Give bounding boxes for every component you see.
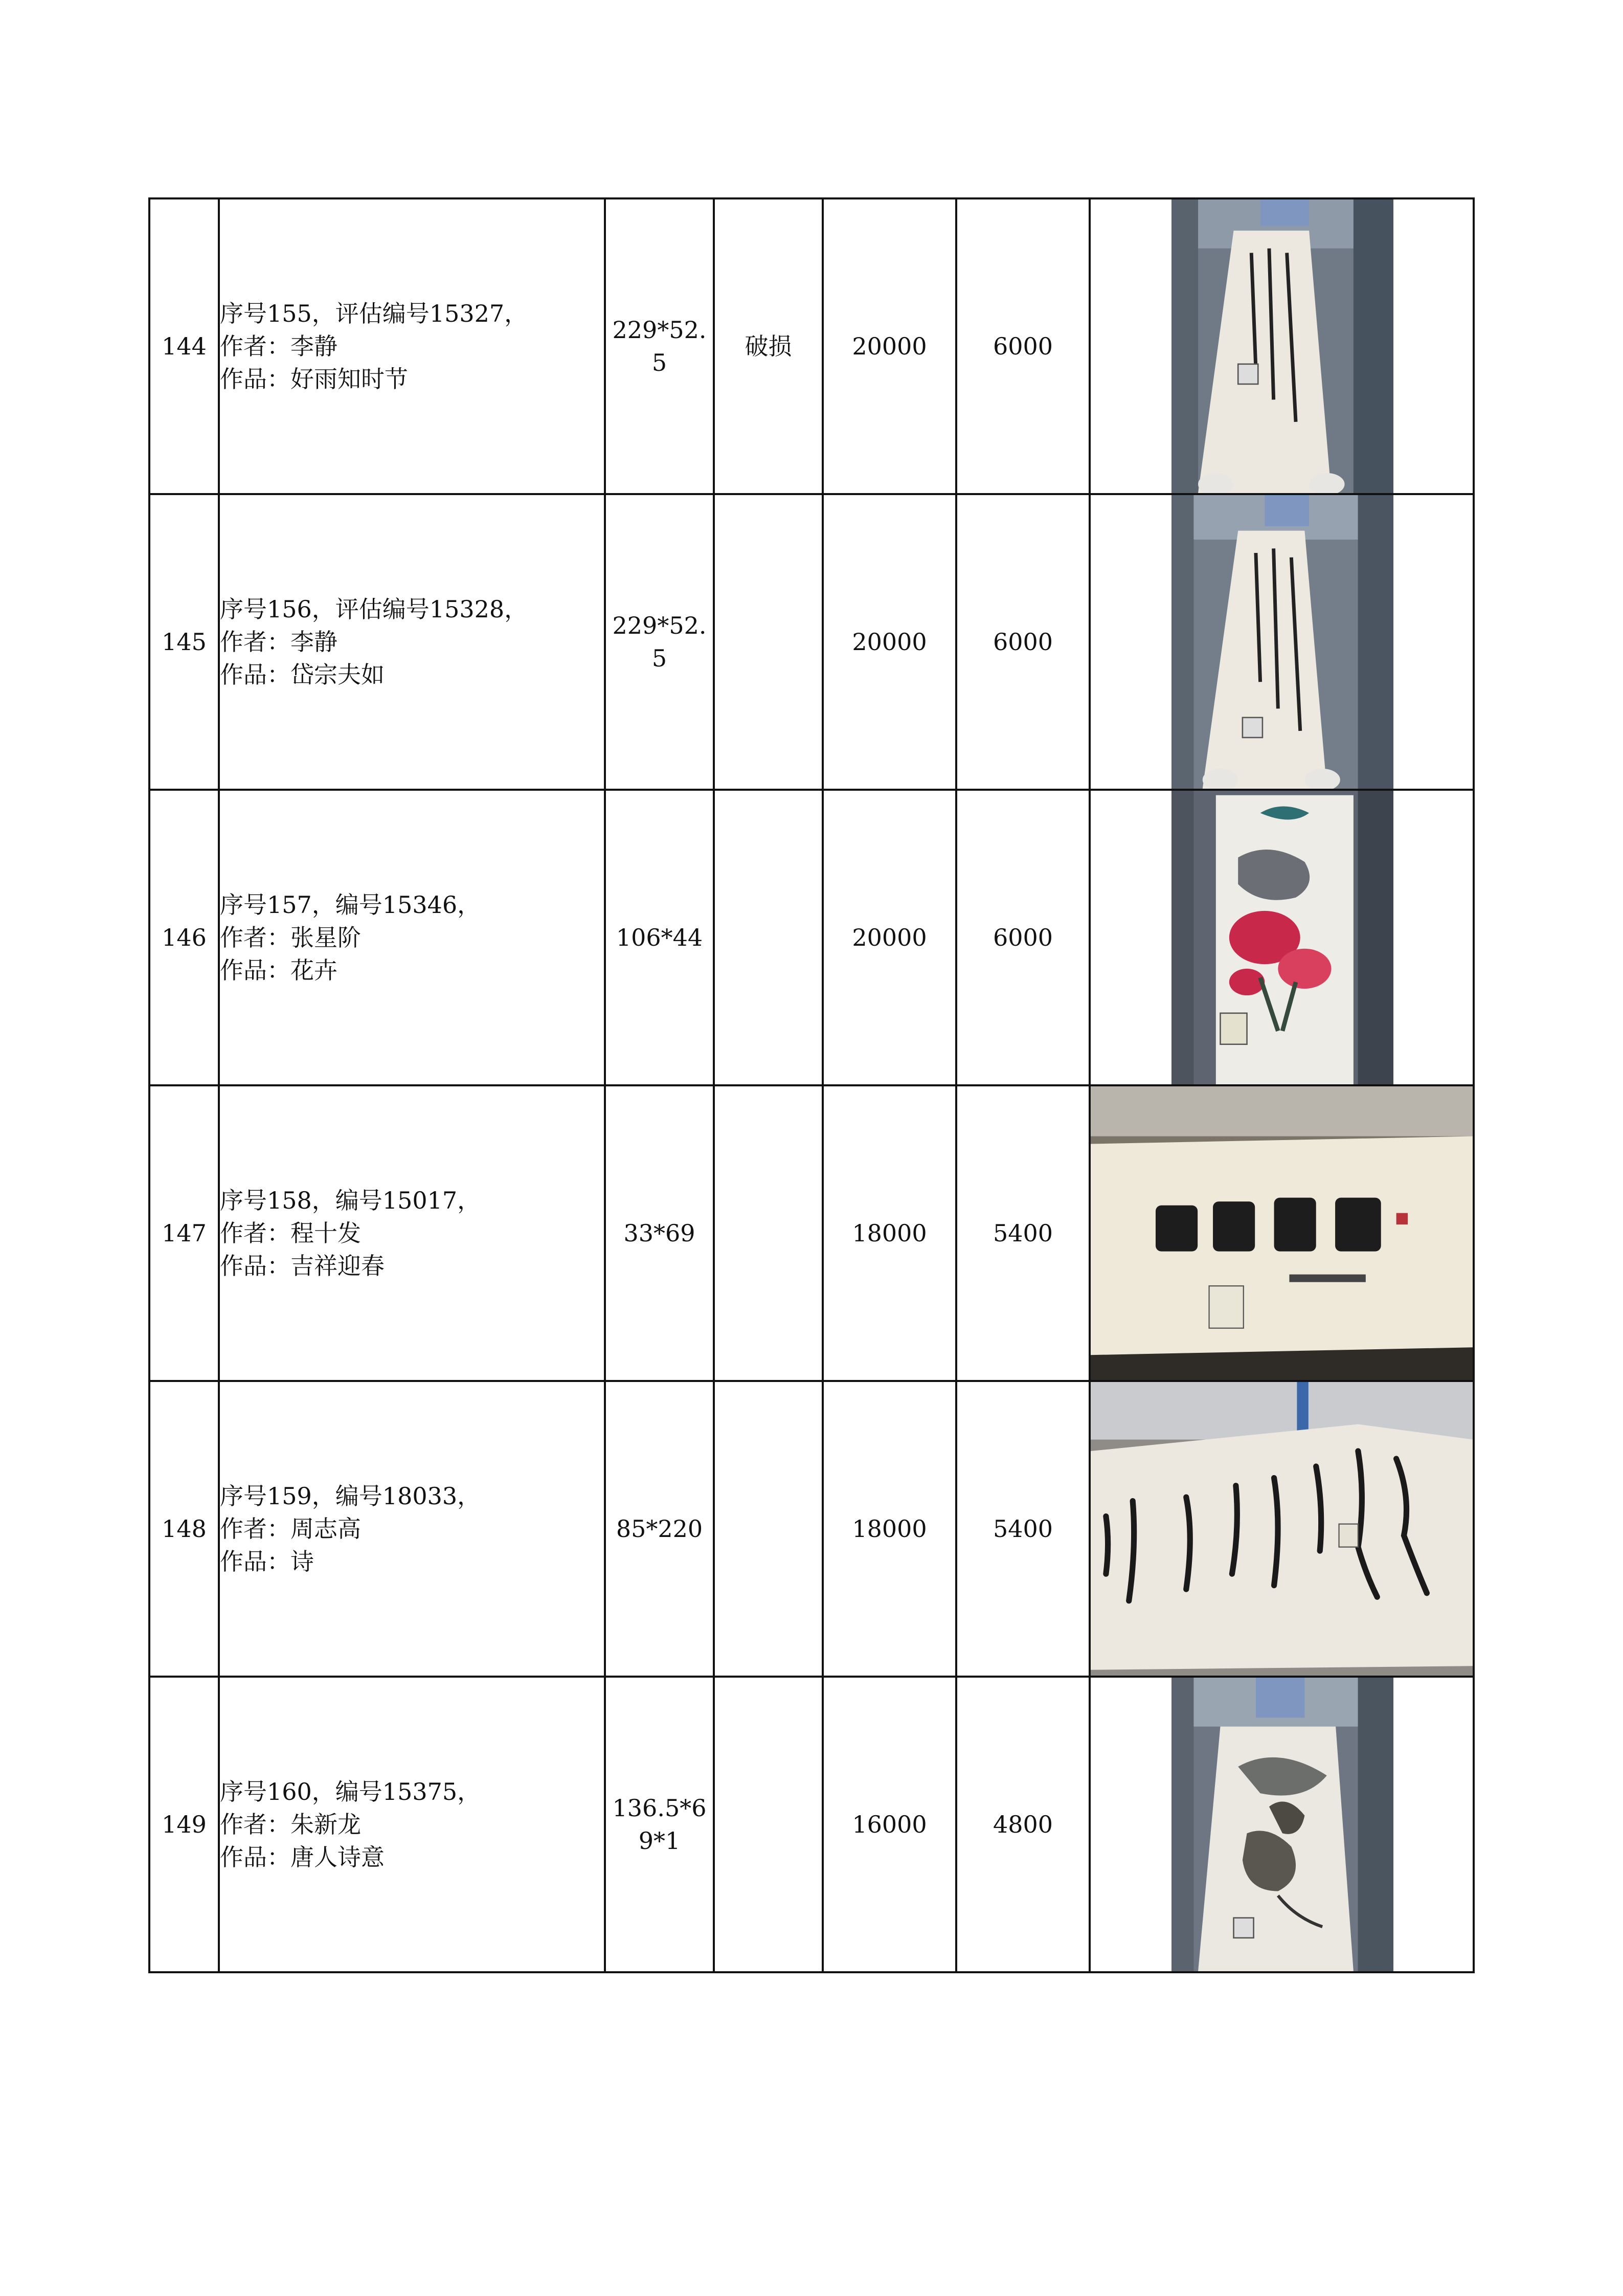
work-title-line: 作品：岱宗夫如 xyxy=(220,661,385,688)
artwork-condition xyxy=(714,790,823,1085)
work-title-line: 作品：唐人诗意 xyxy=(220,1843,385,1871)
artwork-photo xyxy=(1171,495,1393,789)
artwork-photo xyxy=(1171,1678,1393,1971)
work-title-line: 作品：花卉 xyxy=(220,956,337,984)
row-index: 147 xyxy=(149,1085,219,1381)
row-description xyxy=(219,1381,605,1677)
artwork-photo-cell xyxy=(1090,1677,1474,1972)
artwork-photo xyxy=(1171,791,1393,1084)
lot-number-line: 序号160，编号15375， xyxy=(220,1778,481,1805)
row-description xyxy=(219,198,605,494)
artwork-size: 229*52.5 xyxy=(605,198,714,494)
lot-number-line: 序号155，评估编号15327， xyxy=(220,300,528,327)
row-index: 146 xyxy=(149,790,219,1085)
table-row xyxy=(149,1381,1474,1677)
work-title-line: 作品：诗 xyxy=(220,1548,314,1575)
row-index: 145 xyxy=(149,494,219,790)
artwork-photo xyxy=(1091,1086,1473,1380)
artwork-photo-cell xyxy=(1090,1085,1474,1381)
estimate-price: 18000 xyxy=(823,1085,956,1381)
row-description xyxy=(219,1085,605,1381)
artwork-size: 136.5*69*1 xyxy=(605,1677,714,1972)
lot-number-line: 序号159，编号18033， xyxy=(220,1482,481,1510)
starting-price: 6000 xyxy=(956,790,1090,1085)
starting-price: 6000 xyxy=(956,198,1090,494)
artwork-condition xyxy=(714,1381,823,1677)
artwork-photo xyxy=(1091,1382,1473,1676)
catalog-table xyxy=(148,197,1475,1973)
artwork-photo-cell xyxy=(1090,790,1474,1085)
starting-price: 5400 xyxy=(956,1381,1090,1677)
table-row xyxy=(149,198,1474,494)
table-row xyxy=(149,790,1474,1085)
work-title-line: 作品：好雨知时节 xyxy=(220,365,408,393)
starting-price: 4800 xyxy=(956,1677,1090,1972)
starting-price: 5400 xyxy=(956,1085,1090,1381)
artwork-condition xyxy=(714,1085,823,1381)
artwork-photo-cell xyxy=(1090,1381,1474,1677)
artwork-photo xyxy=(1171,199,1393,493)
author-line: 作者：李静 xyxy=(220,332,337,360)
table-row xyxy=(149,1085,1474,1381)
artwork-photo-cell xyxy=(1090,198,1474,494)
author-line: 作者：李静 xyxy=(220,628,337,656)
estimate-price: 20000 xyxy=(823,790,956,1085)
author-line: 作者：程十发 xyxy=(220,1219,361,1247)
artwork-size: 106*44 xyxy=(605,790,714,1085)
work-title-line: 作品：吉祥迎春 xyxy=(220,1252,385,1280)
table-row xyxy=(149,1677,1474,1972)
artwork-condition xyxy=(714,1677,823,1972)
author-line: 作者：张星阶 xyxy=(220,924,361,951)
artwork-condition xyxy=(714,494,823,790)
row-index: 149 xyxy=(149,1677,219,1972)
row-index: 144 xyxy=(149,198,219,494)
artwork-size: 33*69 xyxy=(605,1085,714,1381)
row-index: 148 xyxy=(149,1381,219,1677)
lot-number-line: 序号158，编号15017， xyxy=(220,1187,481,1214)
starting-price: 6000 xyxy=(956,494,1090,790)
row-description xyxy=(219,494,605,790)
row-description xyxy=(219,1677,605,1972)
author-line: 作者：朱新龙 xyxy=(220,1811,361,1838)
lot-number-line: 序号157，编号15346， xyxy=(220,891,481,919)
artwork-photo-cell xyxy=(1090,494,1474,790)
artwork-size: 229*52.5 xyxy=(605,494,714,790)
artwork-size: 85*220 xyxy=(605,1381,714,1677)
lot-number-line: 序号156，评估编号15328， xyxy=(220,595,528,623)
estimate-price: 20000 xyxy=(823,198,956,494)
estimate-price: 20000 xyxy=(823,494,956,790)
table-row xyxy=(149,494,1474,790)
author-line: 作者：周志高 xyxy=(220,1515,361,1543)
estimate-price: 18000 xyxy=(823,1381,956,1677)
artwork-condition: 破损 xyxy=(714,198,823,494)
row-description xyxy=(219,790,605,1085)
estimate-price: 16000 xyxy=(823,1677,956,1972)
